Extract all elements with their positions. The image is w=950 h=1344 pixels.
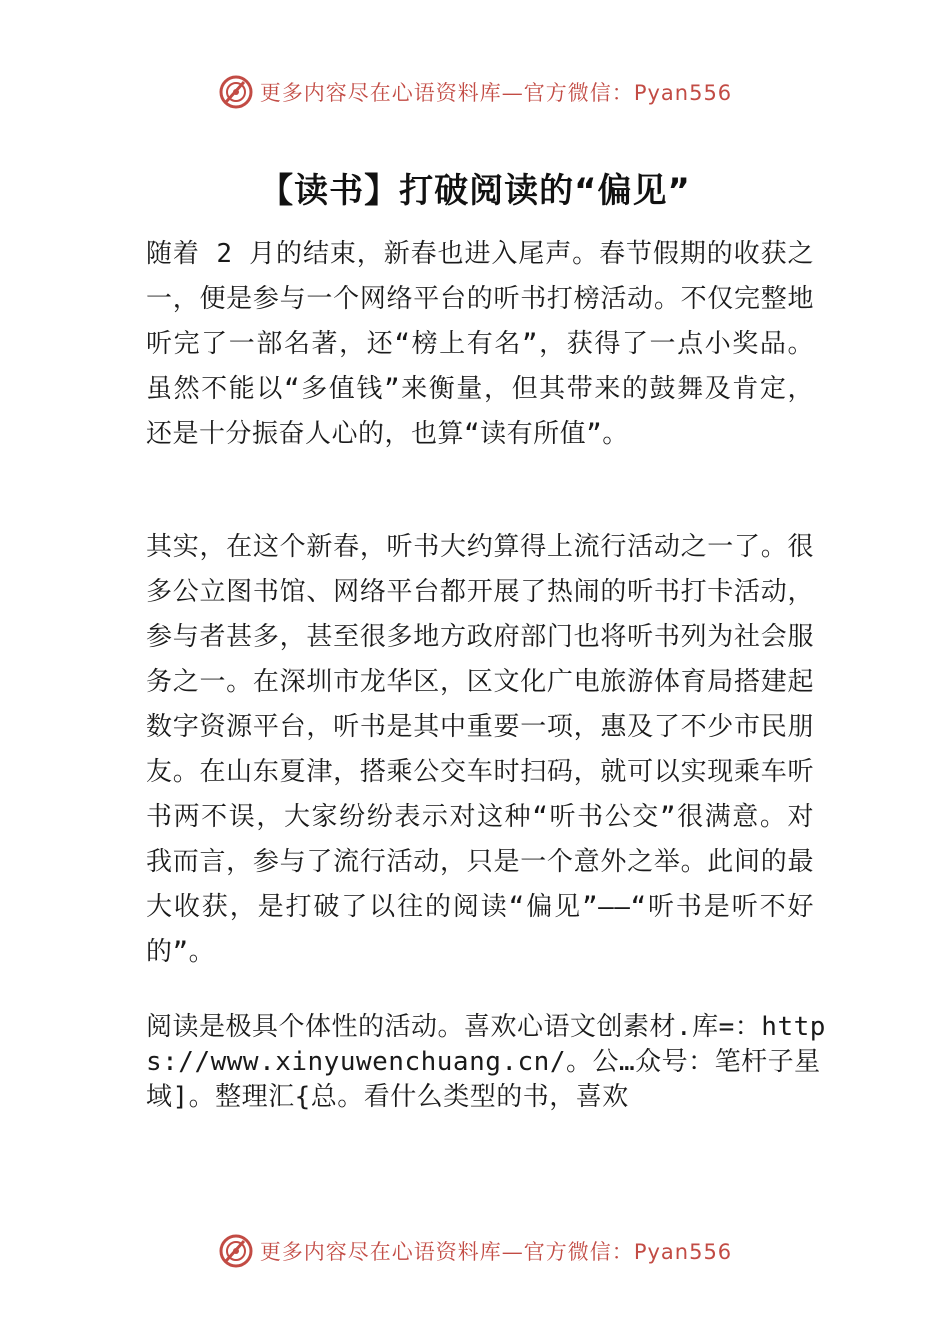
header-banner-text: 更多内容尽在心语资料库—官方微信：Pyan556 [259, 81, 733, 105]
page-title: 【读书】打破阅读的“偏见” [259, 171, 691, 211]
wechat-id: Pyan556 [633, 81, 733, 105]
footer-banner-text: 更多内容尽在心语资料库—官方微信：Pyan556 [259, 1240, 733, 1264]
brand-logo-icon [218, 74, 254, 110]
header-banner [0, 70, 950, 114]
paragraph-3: 阅读是极具个体性的活动。喜欢心语文创素材.库=：https://www.xinyuwenchuang.cn/。公…众号：笔杆子星域]。整理汇{总。看什么类型的书，喜欢 [146, 1012, 826, 1112]
brand-logo-icon [218, 1233, 254, 1269]
wechat-id: Pyan556 [633, 1240, 733, 1264]
paragraph-1: 随着 2 月的结束，新春也进入尾声。春节假期的收获之一，便是参与一个网络平台的听书打榜活动。不仅完整地听完了一部名著，还“榜上有名”，获得了一点小奖品。虽然不能以“多值钱”来衡量，但其带来的鼓舞及肯定，还是十分振奋人心的，也算“读有所值”。 [146, 239, 814, 449]
footer-banner [0, 1229, 950, 1273]
paragraph-2: 其实，在这个新春，听书大约算得上流行活动之一了。很多公立图书馆、网络平台都开展了热闹的听书打卡活动，参与者甚多，甚至很多地方政府部门也将听书列为社会服务之一。在深圳市龙华区，区文化广电旅游体育局搭建起数字资源平台，听书是其中重要一项，惠及了不少市民朋友。在山东夏津，搭乘公交车时扫码，就可以实现乘车听书两不误，大家纷纷表示对这种“听书公交”很满意。对我而言，参与了流行活动，只是一个意外之举。此间的最大收获，是打破了以往的阅读“偏见”——“听书是听不好的”。 [146, 532, 814, 967]
